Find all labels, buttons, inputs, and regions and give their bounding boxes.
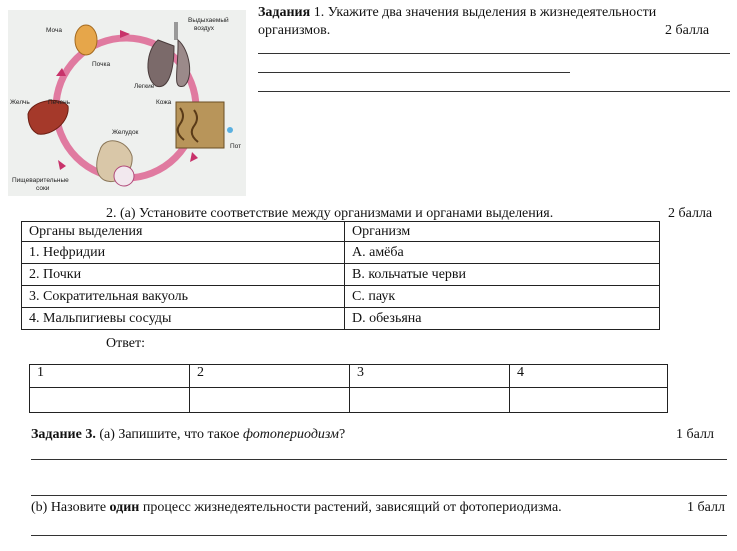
label-kidney: Почка xyxy=(92,61,111,68)
task2-prompt: 2. (a) Установите соответствие между организмами и органами выделения. xyxy=(106,206,554,221)
task2-points: 2 балла xyxy=(668,206,713,221)
answer-label: Ответ: xyxy=(106,336,145,351)
table-cell: 3. Сократительная вакуоль xyxy=(22,286,345,308)
table-cell: 2. Почки xyxy=(22,264,345,286)
answer-col-2: 2 xyxy=(190,365,350,388)
arrow-icon xyxy=(190,152,198,162)
task3-part-b xyxy=(31,499,562,517)
label-bile: Желчь xyxy=(10,99,30,106)
label-digestive-juices-2: соки xyxy=(36,185,50,192)
header-organism: Организм xyxy=(345,222,660,242)
lungs-icon xyxy=(148,22,190,87)
arrow-icon xyxy=(58,160,66,170)
task3-a-points: 1 балл xyxy=(676,427,714,442)
excretion-diagram-image xyxy=(8,10,246,196)
table-cell: A. амёба xyxy=(345,242,660,264)
answer-col-3: 3 xyxy=(350,365,510,388)
label-skin: Кожа xyxy=(156,99,172,106)
table-row xyxy=(22,242,660,264)
task1-question-line2: организмов. xyxy=(258,23,331,38)
answer-table xyxy=(29,364,668,413)
answer-line[interactable] xyxy=(31,459,727,460)
answer-input-row xyxy=(30,388,668,413)
task1-points: 2 балла xyxy=(665,23,710,38)
table-row xyxy=(22,308,660,330)
matching-table xyxy=(21,221,660,330)
answer-line[interactable] xyxy=(31,495,727,496)
label-exhaled-air-2: воздух xyxy=(194,25,215,32)
task3-a-suffix: ? xyxy=(338,427,346,442)
table-cell: C. паук xyxy=(345,286,660,308)
answer-input-cell[interactable] xyxy=(190,388,350,413)
answer-header-row xyxy=(30,365,668,388)
answer-input-cell[interactable] xyxy=(350,388,510,413)
task3-part-a xyxy=(31,426,345,444)
label-sweat: Пот xyxy=(230,143,242,150)
table-header-row xyxy=(22,222,660,242)
label-digestive-juices: Пищеварительные xyxy=(12,177,69,184)
task3-b-suffix: процесс жизнедеятельности растений, зависящий от фотопериодизма. xyxy=(142,500,562,515)
sweat-drop-icon xyxy=(227,127,233,133)
table-row xyxy=(22,286,660,308)
skin-icon xyxy=(176,102,224,148)
task3-b-bold: один xyxy=(109,500,140,515)
task1-question-line1: 1. Укажите два значения выделения в жизнедеятельности xyxy=(313,5,657,20)
answer-input-cell[interactable] xyxy=(30,388,190,413)
label-exhaled-air: Выдыхаемый xyxy=(188,17,229,24)
label-lungs: Легкие xyxy=(134,83,155,90)
task3-b-points: 1 балл xyxy=(687,500,725,515)
label-stomach: Желудок xyxy=(112,129,139,136)
task1-heading: Задания xyxy=(258,5,311,20)
table-cell: D. обезьяна xyxy=(345,308,660,330)
answer-line[interactable] xyxy=(31,535,727,536)
task3-a-term: фотопериодизм xyxy=(242,427,339,442)
answer-col-4: 4 xyxy=(510,365,668,388)
task1-text xyxy=(258,4,728,22)
label-urine: Моча xyxy=(46,27,62,34)
answer-line[interactable] xyxy=(258,53,730,54)
header-organs: Органы выделения xyxy=(22,222,345,242)
answer-line[interactable] xyxy=(258,91,730,92)
table-row xyxy=(22,264,660,286)
answer-col-1: 1 xyxy=(30,365,190,388)
table-cell: B. кольчатые черви xyxy=(345,264,660,286)
kidney-icon xyxy=(75,25,97,55)
task3-a-prefix: (a) Запишите, что такое xyxy=(99,427,240,442)
villi-icon xyxy=(114,166,134,186)
table-cell: 1. Нефридии xyxy=(22,242,345,264)
task3-heading: Задание 3. xyxy=(31,427,96,442)
table-cell: 4. Мальпигиевы сосуды xyxy=(22,308,345,330)
answer-input-cell[interactable] xyxy=(510,388,668,413)
task3-b-prefix: (b) Назовите xyxy=(31,500,107,515)
label-liver: Печень xyxy=(48,99,71,106)
answer-line[interactable] xyxy=(258,72,570,73)
